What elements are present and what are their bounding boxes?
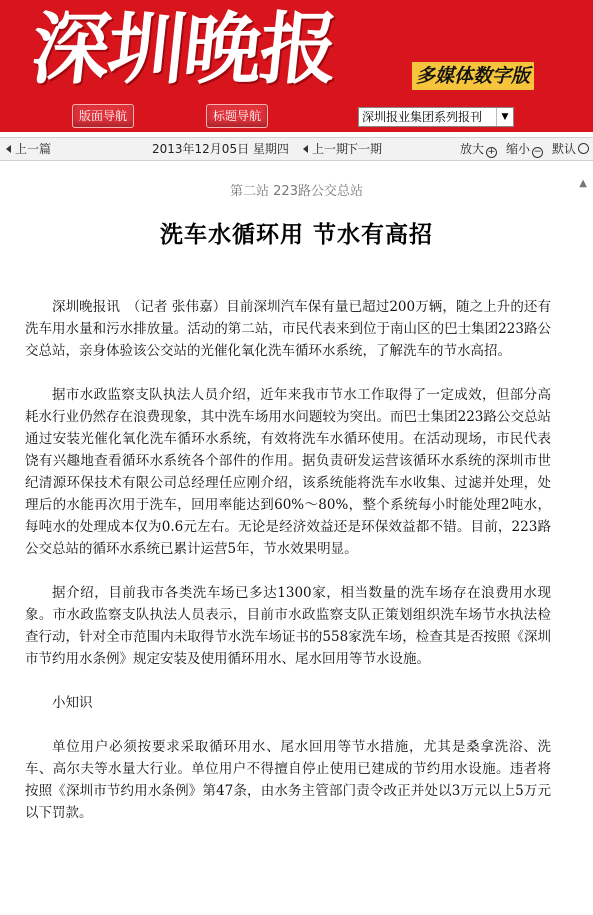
- issue-date: 2013年12月05日 星期四: [152, 142, 289, 156]
- subheading-tips: 小知识: [52, 695, 93, 711]
- paragraph: 据介绍，目前我市各类洗车场已多达1300家，相当数量的洗车场存在浪费用水现象。市水政监察支队执法人员表示，目前市水政监察支队正策划组织洗车场节水执法检查行动，针对全市范围内未取得节水洗车场证书的558家洗车场，检查其是否按照《深圳市节约用水条例》规定安装及使用循环用水、尾水回用等节水设施。: [25, 585, 551, 667]
- plus-icon: +: [487, 147, 496, 157]
- paragraph: 单位用户必须按要求采取循环用水、尾水回用等节水措施，尤其是桑拿洗浴、洗车、高尔夫等水量大行业。单位用户不得擅自停止使用已建成的节约用水设施。违者将按照《深圳市节约用水条例》第47条，由水务主管部门责令改正并处以3万元以上5万元以下罚款。: [25, 739, 551, 821]
- newspaper-select[interactable]: [358, 107, 514, 127]
- scroll-up-icon[interactable]: ▲: [579, 178, 587, 189]
- zoom-in-button[interactable]: [460, 138, 497, 160]
- article-headline: 洗车水循环用 节水有高招: [159, 222, 433, 248]
- zoom-in-label: 放大: [460, 142, 485, 156]
- minus-icon: −: [533, 147, 542, 157]
- toolbar: [0, 137, 593, 161]
- section-label: 第二站 223路公交总站: [230, 184, 363, 199]
- default-size-label: 默认: [552, 142, 577, 156]
- header: [0, 0, 593, 132]
- paragraph: 据市水政监察支队执法人员介绍，近年来我市节水工作取得了一定成效，但部分高耗水行业仍然存在浪费现象，其中洗车场用水问题较为突出。而巴士集团223路公交总站通过安装光催化氧化洗车循环水系统，有效将洗车水循环使用。在活动现场，市民代表饶有兴趣地查看循环水系统各个部件的作用。据负责研发运营该循环水系统的深圳市世纪清源环保技术有限公司总经理任应刚介绍，该系统能将洗车水收集、过滤并处理，处理后的水能再次用于洗车，回用率能达到60%～80%，整个系统每小时能处理2吨水，每吨水的处理成本仅为0.6元左右。无论是经济效益还是环保效益都不错。目前，223路公交总站的循环水系统已累计运营5年，节水效果明显。: [25, 387, 551, 557]
- layout-nav-button[interactable]: 版面导航: [72, 104, 134, 128]
- next-issue-link[interactable]: 下一期: [346, 142, 383, 156]
- chevron-down-icon: ▼: [496, 108, 513, 126]
- circle-icon: [578, 143, 589, 154]
- zoom-out-label: 缩小: [506, 142, 531, 156]
- prev-issue-label: 上一期: [312, 142, 349, 156]
- article-body: [25, 296, 551, 846]
- zoom-out-button[interactable]: [506, 138, 543, 160]
- default-size-button[interactable]: [552, 138, 589, 160]
- prev-issue-link[interactable]: [303, 138, 348, 160]
- topic-nav-button[interactable]: 标题导航: [206, 104, 268, 128]
- triangle-left-icon: [6, 145, 11, 153]
- paragraph: 深圳晚报讯 （记者 张伟嘉）目前深圳汽车保有量已超过200万辆，随之上升的还有洗车用水量和污水排放量。活动的第二站，市民代表来到位于南山区的巴士集团223路公交总站，亲身体验该公交站的光催化氧化洗车循环水系统，了解洗车的节水高招。: [25, 299, 551, 359]
- prev-article-label: 上一篇: [15, 142, 52, 156]
- prev-article-link[interactable]: [6, 138, 51, 160]
- digital-edition-badge: 多媒体数字版: [412, 62, 534, 90]
- triangle-left-icon: [303, 145, 308, 153]
- newspaper-select-value: 深圳报业集团系列报刊: [362, 110, 483, 124]
- article: [0, 160, 593, 915]
- masthead-logo: 深圳晚报: [27, 4, 341, 95]
